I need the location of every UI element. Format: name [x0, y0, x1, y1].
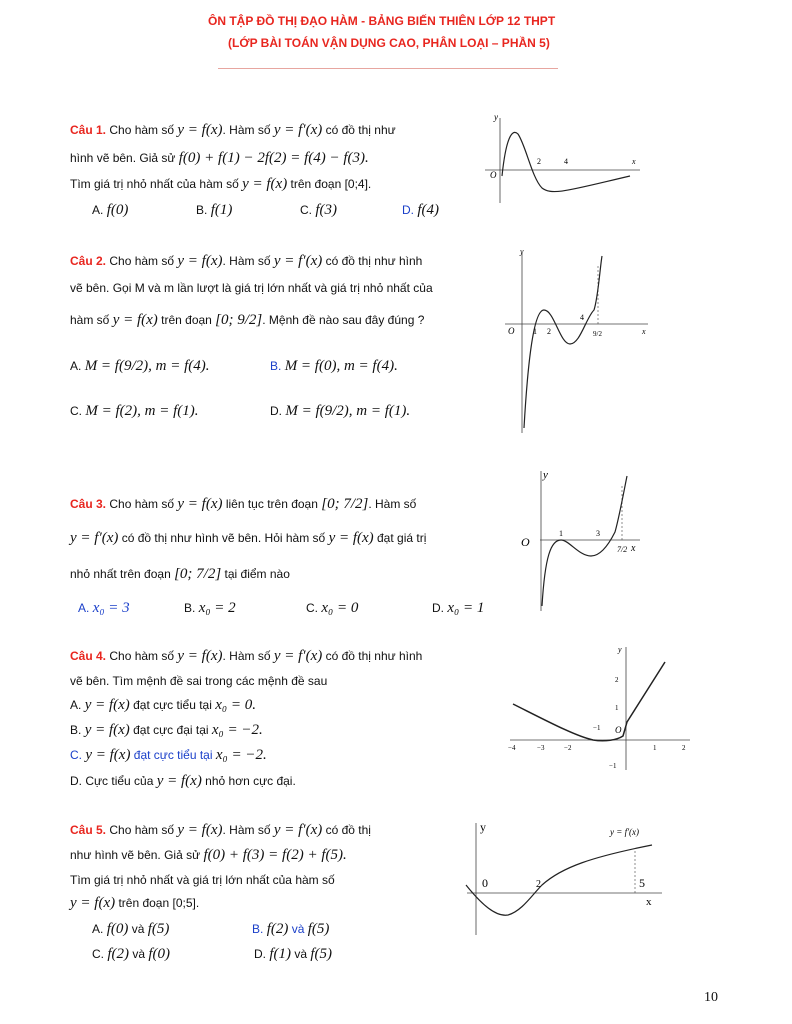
- q2-interval: [0; 9/2]: [215, 312, 263, 328]
- option-label: B.: [70, 723, 82, 737]
- option-label: D.: [402, 203, 414, 217]
- option-label: C.: [70, 404, 82, 418]
- option-text: đạt cực tiểu tại: [130, 748, 216, 762]
- q3-text: . Hàm số: [368, 497, 417, 511]
- q2-text: . Hàm số: [222, 254, 274, 268]
- q3-line1: [70, 496, 416, 512]
- tick-label: −1: [593, 724, 601, 732]
- q2-formula: y = f′(x): [273, 253, 323, 269]
- option-value: M = f(9/2), m = f(1).: [285, 403, 411, 419]
- option-value: M = f(9/2), m = f(4).: [84, 358, 210, 374]
- q1-line2: [70, 150, 369, 166]
- q4-formula: y = f′(x): [273, 648, 323, 664]
- option-text: nhỏ hơn cực đại.: [201, 774, 296, 788]
- q2-line1: [70, 253, 422, 269]
- q1-label: Câu 1.: [70, 123, 107, 137]
- option-value: x₀ = −2.: [215, 747, 267, 763]
- q5-text: . Hàm số: [222, 823, 274, 837]
- q1-option-a[interactable]: [92, 202, 128, 218]
- q2-text: trên đoạn: [157, 313, 216, 327]
- q3-label: Câu 3.: [70, 497, 107, 511]
- q1-text: . Hàm số: [222, 123, 274, 137]
- option-label: A.: [92, 203, 104, 217]
- option-value: x₀ = 1: [447, 600, 485, 616]
- q3-formula: y = f(x): [177, 496, 223, 512]
- option-text: và: [128, 922, 148, 936]
- x-axis-label: x: [632, 157, 636, 166]
- q2-text: . Mệnh đề nào sau đây đúng ?: [262, 313, 425, 327]
- option-label: D.: [254, 947, 266, 961]
- derivative-curve: [466, 845, 652, 915]
- q1-text: Tìm giá trị nhỏ nhất của hàm số: [70, 177, 243, 191]
- q5-graph: [462, 815, 677, 940]
- option-formula: y = f(x): [84, 722, 130, 738]
- tick-label: 5: [639, 876, 645, 890]
- q4-graph: [505, 642, 695, 772]
- option-label: C.: [92, 947, 104, 961]
- option-value: x₀ = 0.: [215, 697, 256, 713]
- q3-interval: [0; 7/2]: [321, 496, 369, 512]
- origin-label: O: [615, 725, 622, 735]
- x-axis-label: x: [631, 543, 636, 554]
- option-formula: y = f(x): [85, 747, 131, 763]
- option-value: f(3): [315, 202, 338, 218]
- q3-graph: [515, 466, 650, 614]
- y-axis-label: y: [543, 469, 548, 481]
- option-value: M = f(2), m = f(1).: [85, 403, 199, 419]
- q3-text: tại điểm nào: [221, 567, 290, 581]
- q5-option-d[interactable]: [254, 946, 332, 962]
- derivative-curve: [524, 256, 602, 428]
- tick-label: −3: [537, 744, 545, 752]
- q1-text: hình vẽ bên. Giả sử: [70, 151, 179, 165]
- option-label: A.: [78, 601, 90, 615]
- option-text: Cực tiểu của: [82, 774, 157, 788]
- tick-label: 1: [653, 744, 657, 752]
- q2-option-c[interactable]: [70, 403, 198, 419]
- option-value: f(2): [266, 921, 289, 937]
- q3-text: đạt giá trị: [373, 531, 427, 545]
- q3-text: liên tục trên đoạn: [222, 497, 322, 511]
- option-value: f(5): [307, 921, 330, 937]
- q1-formula: y = f′(x): [273, 122, 323, 138]
- q4-line2: vẽ bên. Tìm mệnh đề sai trong các mệnh đề sau: [70, 674, 328, 688]
- q1-text: trên đoạn [0;4].: [287, 177, 372, 191]
- q4-line1: [70, 648, 422, 664]
- q3-line2: [70, 530, 426, 546]
- y-axis-label: y: [618, 645, 622, 654]
- option-text: và: [291, 947, 311, 961]
- option-label: B.: [270, 359, 282, 373]
- q5-line4: [70, 895, 199, 911]
- option-label: B.: [184, 601, 196, 615]
- y-axis-label: y: [494, 112, 498, 122]
- q3-formula: y = f′(x): [70, 530, 119, 546]
- y-axis-label: y: [480, 820, 486, 834]
- q3-text: nhỏ nhất trên đoạn: [70, 567, 175, 581]
- option-label: D.: [70, 774, 82, 788]
- q2-line3: [70, 312, 424, 328]
- origin-label: O: [490, 170, 497, 180]
- q1-formula: y = f(x): [177, 122, 223, 138]
- header-divider: [218, 68, 558, 69]
- q5-option-b[interactable]: [252, 921, 329, 937]
- q2-option-b[interactable]: [270, 358, 398, 374]
- q2-option-a[interactable]: [70, 358, 210, 374]
- tick-label: −4: [508, 744, 516, 752]
- option-value: x₀ = −2.: [211, 722, 263, 738]
- tick-label: −1: [609, 762, 617, 770]
- q1-text: Cho hàm số: [106, 123, 178, 137]
- q4-label: Câu 4.: [70, 649, 107, 663]
- tick-label: 9/2: [593, 330, 602, 338]
- option-value: f(5): [147, 921, 170, 937]
- tick-label: 4: [564, 157, 568, 166]
- option-label: A.: [70, 698, 82, 712]
- q3-text: Cho hàm số: [106, 497, 178, 511]
- option-value: f(0): [106, 202, 129, 218]
- tick-label: −2: [564, 744, 572, 752]
- q2-text: hàm số: [70, 313, 113, 327]
- tick-label: 1: [533, 327, 537, 336]
- tick-label: 2: [536, 879, 541, 890]
- q5-formula: y = f(x): [70, 895, 116, 911]
- q3-formula: y = f(x): [328, 530, 374, 546]
- q3-option-c[interactable]: [306, 600, 358, 616]
- q5-formula: f(0) + f(3) = f(2) + f(5).: [203, 847, 347, 863]
- q2-text: có đồ thị như hình: [322, 254, 423, 268]
- q2-text: Cho hàm số: [106, 254, 178, 268]
- option-formula: y = f(x): [84, 697, 130, 713]
- derivative-curve: [542, 476, 627, 606]
- q5-text: Cho hàm số: [106, 823, 178, 837]
- option-label: C.: [70, 748, 82, 762]
- q1-option-b[interactable]: [196, 202, 232, 218]
- q2-formula: y = f(x): [112, 312, 158, 328]
- q2-graph: [500, 248, 655, 438]
- tick-label: 4: [580, 313, 584, 322]
- option-label: C.: [306, 601, 318, 615]
- q1-line1: [70, 122, 396, 138]
- q4-option-d[interactable]: [70, 773, 296, 789]
- q1-line3: [70, 176, 371, 192]
- q5-formula: y = f′(x): [273, 822, 323, 838]
- q4-option-a[interactable]: [70, 697, 256, 713]
- q1-formula: f(0) + f(1) − 2f(2) = f(4) − f(3).: [178, 150, 369, 166]
- q2-line2: vẽ bên. Gọi M và m lần lượt là giá trị lớn nhất và giá trị nhỏ nhất của: [70, 281, 433, 295]
- q4-text: có đồ thị như hình: [322, 649, 423, 663]
- origin-label: O: [521, 535, 530, 549]
- option-value: f(2): [107, 946, 130, 962]
- option-value: x₀ = 3: [92, 600, 130, 616]
- option-value: M = f(0), m = f(4).: [284, 358, 398, 374]
- option-label: D.: [432, 601, 444, 615]
- option-text: đạt cực tiểu tại: [129, 698, 216, 712]
- option-value: x₀ = 0: [321, 600, 359, 616]
- q5-line2: [70, 847, 347, 863]
- q5-option-c[interactable]: [92, 946, 170, 962]
- q3-option-a[interactable]: [78, 600, 130, 616]
- option-label: B.: [196, 203, 208, 217]
- option-value: f(5): [310, 946, 333, 962]
- q5-text: trên đoạn [0;5].: [115, 896, 200, 910]
- tick-label: 1: [559, 529, 563, 538]
- option-label: C.: [300, 203, 312, 217]
- q4-text: Cho hàm số: [106, 649, 178, 663]
- page-subtitle: (LỚP BÀI TOÁN VẬN DỤNG CAO, PHÂN LOẠI – PHẦN 5): [228, 36, 550, 50]
- option-label: D.: [270, 404, 282, 418]
- tick-label: 2: [682, 744, 686, 752]
- q4-formula: y = f(x): [177, 648, 223, 664]
- q4-option-b[interactable]: [70, 722, 263, 738]
- tick-label: 1: [615, 704, 619, 712]
- origin-label: 0: [482, 876, 488, 890]
- tick-label: 2: [547, 327, 551, 336]
- option-value: f(1): [210, 202, 233, 218]
- option-value: f(1): [269, 946, 292, 962]
- q1-option-d[interactable]: [402, 202, 439, 218]
- option-formula: y = f(x): [156, 773, 202, 789]
- option-text: đạt cực đại tại: [129, 723, 212, 737]
- q3-line3: [70, 566, 290, 582]
- q1-formula: y = f(x): [242, 176, 288, 192]
- q5-formula: y = f(x): [177, 822, 223, 838]
- q2-formula: y = f(x): [177, 253, 223, 269]
- q3-option-d[interactable]: [432, 600, 484, 616]
- option-value: f(0): [148, 946, 171, 962]
- tick-label: 3: [596, 529, 600, 538]
- x-axis-label: x: [646, 896, 652, 908]
- q5-line1: [70, 822, 371, 838]
- option-text: và: [129, 947, 149, 961]
- page-number: 10: [704, 990, 718, 1005]
- q5-text: có đồ thị: [322, 823, 371, 837]
- option-value: x₀ = 2: [198, 600, 236, 616]
- q5-text: như hình vẽ bên. Giả sử: [70, 848, 204, 862]
- q3-text: có đồ thị như hình vẽ bên. Hỏi hàm số: [118, 531, 329, 545]
- page-title: ÔN TẬP ĐỒ THỊ ĐẠO HÀM - BẢNG BIẾN THIÊN LỚP 12 THPT: [208, 14, 556, 28]
- q1-graph: [480, 108, 650, 208]
- option-label: A.: [70, 359, 82, 373]
- tick-label: 2: [615, 676, 619, 684]
- q1-option-c[interactable]: [300, 202, 337, 218]
- q4-option-c[interactable]: [70, 747, 267, 763]
- x-axis-label: x: [642, 327, 646, 336]
- origin-label: O: [508, 326, 515, 336]
- option-value: f(0): [106, 921, 129, 937]
- q2-option-d[interactable]: [270, 403, 410, 419]
- q4-text: . Hàm số: [222, 649, 274, 663]
- option-text: và: [288, 922, 308, 936]
- q5-line3: Tìm giá trị nhỏ nhất và giá trị lớn nhất của hàm số: [70, 873, 335, 887]
- y-axis-label: y: [520, 248, 524, 256]
- option-value: f(4): [417, 202, 440, 218]
- derivative-curve: [513, 662, 665, 741]
- q1-text: có đồ thị như: [322, 123, 396, 137]
- q2-label: Câu 2.: [70, 254, 107, 268]
- q3-option-b[interactable]: [184, 600, 236, 616]
- tick-label: 7/2: [617, 545, 628, 554]
- curve-label: y = f′(x): [610, 827, 640, 837]
- q3-interval: [0; 7/2]: [174, 566, 222, 582]
- tick-label: 2: [537, 157, 541, 166]
- q5-option-a[interactable]: [92, 921, 169, 937]
- q5-label: Câu 5.: [70, 823, 107, 837]
- option-label: B.: [252, 922, 264, 936]
- option-label: A.: [92, 922, 104, 936]
